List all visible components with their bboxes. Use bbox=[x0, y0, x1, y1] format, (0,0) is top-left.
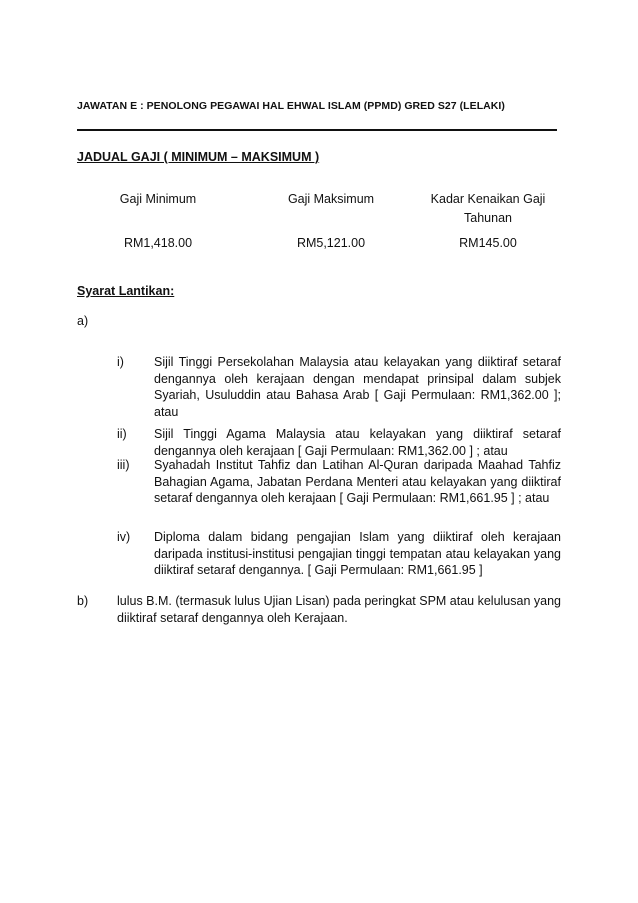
list-marker-a: a) bbox=[77, 314, 89, 328]
max-salary-label: Gaji Maksimum bbox=[287, 192, 375, 206]
position-title: JAWATAN E : PENOLONG PEGAWAI HAL EHWAL ISLAM (PPMD) GRED S27 (LELAKI) bbox=[77, 100, 505, 112]
list-marker-ii: ii) bbox=[117, 427, 127, 441]
requirement-item-b: lulus B.M. (termasuk lulus Ujian Lisan) pada peringkat SPM atau kelulusan yang diiktiraf setaraf dengannya oleh Kerajaan. bbox=[117, 594, 561, 625]
list-marker-iv: iv) bbox=[117, 530, 131, 544]
max-salary-value: RM5,121.00 bbox=[296, 236, 366, 250]
min-salary-value: RM1,418.00 bbox=[123, 236, 193, 250]
list-marker-i: i) bbox=[117, 355, 124, 369]
min-salary-label: Gaji Minimum bbox=[119, 192, 197, 206]
requirement-item-i: Sijil Tinggi Persekolahan Malaysia atau kelayakan yang diiktiraf setaraf dengannya oleh kerajaan dengan mendapat prinsipal dalam subjek Syariah, Usuluddin atau Bahasa Arab [ Gaji Permulaan: RM1,362.00 ]; atau bbox=[154, 355, 561, 419]
list-marker-b: b) bbox=[77, 594, 89, 608]
requirement-item-ii: Sijil Tinggi Agama Malaysia atau kelayakan yang diiktiraf setaraf dengannya oleh kerajaan [ Gaji Permulaan: RM1,362.00 ] ; atau bbox=[154, 427, 561, 458]
title-divider bbox=[77, 129, 557, 131]
salary-schedule-heading: JADUAL GAJI ( MINIMUM – MAKSIMUM ) bbox=[77, 150, 320, 164]
list-marker-iii: iii) bbox=[117, 458, 130, 472]
requirement-item-iv: Diploma dalam bidang pengajian Islam yang diiktiraf oleh kerajaan daripada institusi-institusi pengajian tinggi tempatan atau kelayakan yang diiktiraf setaraf dengannya. [ Gaji Permulaan: RM1,661.95 ] bbox=[154, 530, 561, 577]
annual-increment-value: RM145.00 bbox=[459, 236, 517, 250]
requirement-item-iii: Syahadah Institut Tahfiz dan Latihan Al-Quran daripada Maahad Tahfiz Bahagian Agama, Jabatan Perdana Menteri atau kelayakan yang diiktiraf setaraf dengannya oleh kerajaan [ Gaji Permulaan: RM1,661.95 ] ; atau bbox=[154, 458, 561, 505]
annual-increment-label: Kadar Kenaikan Gaji Tahunan bbox=[430, 192, 546, 225]
requirements-heading: Syarat Lantikan: bbox=[77, 284, 175, 298]
